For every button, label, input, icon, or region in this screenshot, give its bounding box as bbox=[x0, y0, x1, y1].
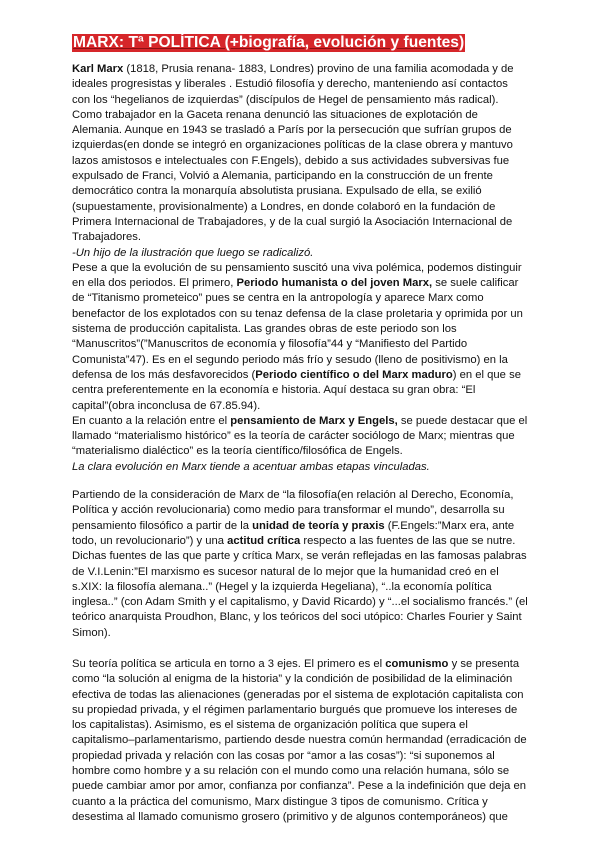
evolution-note: La clara evolución en Marx tiende a acentuar ambas etapas vinculadas. bbox=[72, 460, 430, 473]
engels-text-1: En cuanto a la relación entre el bbox=[72, 414, 231, 427]
evolution-text-3: ) en el que se centra preferentemente en la economía e historia. Aquí destaca su gran obra: “El capital”(obra inconclusa de 67.85.94). bbox=[72, 368, 521, 412]
engels-text-2: se puede destacar que el llamado “materialismo histórico” es la teoría de carácter sociólogo de Marx; mientras que “materialismo dialéctico” es la teoría científico/filosófica de Engels. bbox=[72, 414, 528, 458]
theory-praxis-term: unidad de teoría y praxis bbox=[252, 519, 385, 532]
political-theory-paragraph bbox=[72, 657, 528, 825]
page-title: MARX: Tª POLÍTICA (+biografía, evolución y fuentes) bbox=[73, 34, 465, 51]
biography-paragraph bbox=[72, 62, 528, 246]
evolution-paragraph bbox=[72, 261, 528, 414]
title-block bbox=[72, 34, 528, 52]
evolution-text-2: se suele calificar de “Titanismo prometeico” pues se centra en la antropología y aparece Marx como benefactor de los explotados con su tenaz defensa de la clase proletaria y oprimida por un sistema de producción capitalista. Las grandes obras de este periodo son los “Manuscritos”(”Manuscritos de economía y filosofía”44 y “Manifiesto del Partido Comunista”47). Es en el segundo periodo más frío y sesudo (lleno de positivismo) en la defensa de los más desfavorecidos ( bbox=[72, 277, 523, 381]
engels-paragraph bbox=[72, 414, 528, 460]
biography-note: -Un hijo de la ilustración que luego se radicalizó. bbox=[72, 246, 314, 259]
first-period-term: Periodo humanista o del joven Marx, bbox=[236, 277, 433, 290]
communism-term: comunismo bbox=[385, 657, 449, 670]
second-period-term: Periodo científico o del Marx maduro bbox=[255, 368, 453, 381]
biography-text: (1818, Prusia renana- 1883, Londres) provino de una familia acomodada y de ideales progresistas y liberales . Estudió filosofía y derecho, manteniendo así contactos con los “hegelianos de izquierdas” (discípulos de Hegel de pensamiento más radical). Como trabajador en la Gaceta renana denunció las situaciones de explotación de Alemania. Aunque en 1943 se trasladó a París por la persecución que sufrían grupos de izquierdas(en donde se integró en organizaciones políticas de la clase obrera y mantuvo lazos amistosos e intelectuales con F.Engels), debido a sus actividades subversivas fue expulsado de Franci, Volvió a Alemania, participando en la construcción de un frente democrático contra la monarquía absolutista prusiana. Expulsado de ella, se exilió (supuestamente, provisionalmente) a Londres, en donde colaboró en la fundación de Primera Internacional de Trabajadores, y de la cual surgió la Asociación Internacional de Trabajadores. bbox=[72, 63, 514, 244]
paragraph-gap bbox=[72, 641, 528, 657]
sources-paragraph bbox=[72, 488, 528, 641]
sources-text-3: respecto a las fuentes de las que se nutre. Dichas fuentes de las que parte y crítica Marx, se verán reflejadas en las famosas palabras de V.I.Lenin:”El marxismo es sucesor natural de lo mejor que la humanidad creó en el s.XIX: la filosofía alemana..” (Hegel y la izquierda Hegeliana), “..la economía política inglesa..” (con Adam Smith y el capitalismo, y David Ricardo) y “...el socialismo francés.” (el teórico anarquista Proudhon, Blanc, y los teóricos del soci utópico: Charles Fourier y Saint Simon). bbox=[72, 534, 528, 639]
paragraph-gap bbox=[72, 475, 528, 488]
evolution-text-1: Pese a que la evolución de su pensamiento suscitó una viva polémica, podemos distinguir en ella dos periodos. El primero, bbox=[72, 261, 522, 290]
theory-text-1: Su teoría política se articula en torno a 3 ejes. El primero es el bbox=[72, 657, 386, 670]
sources-text-1: Partiendo de la consideración de Marx de “la filosofía(en relación al Derecho, Economía, Política y acción revolucionaria) como medio para transformar el mundo”, desarrolla su pensamiento filosófico a partir de la bbox=[72, 489, 514, 532]
author-name: Karl Marx bbox=[72, 63, 124, 75]
theory-text-2: y se presenta como “la solución al enigma de la historia” y la condición de posibilidad de la eliminación efectiva de todas las alienaciones (generadas por el sistema de explotación capitalista con su propiedad privada, y el régimen parlamentario burgués que promueve los intereses de los capitalistas). Asimismo, es el sistema de organización política que supera el capitalismo–parlamentarismo, partiendo desde nuestra común hermandad (erradicación de propiedad privada y relación con las cosas por “amor a las cosas”): “si suponemos al hombre como hombre y a su relación con el mundo como una relación humana, sólo se puede cambiar amor por amor, confianza por confianza”. Pese a la indefinición que deja en cuanto a la práctica del comunismo, Marx distingue 3 tipos de comunismo. Crítica y desestima al llamado comunismo grosero (primitivo y de algunos contemporáneos) que bbox=[72, 657, 527, 823]
marx-engels-term: pensamiento de Marx y Engels, bbox=[230, 414, 398, 427]
sources-text-2: (F.Engels:”Marx era, ante todo, un revolucionario”) y una bbox=[72, 519, 515, 547]
critical-attitude-term: actitud crítica bbox=[227, 534, 301, 547]
